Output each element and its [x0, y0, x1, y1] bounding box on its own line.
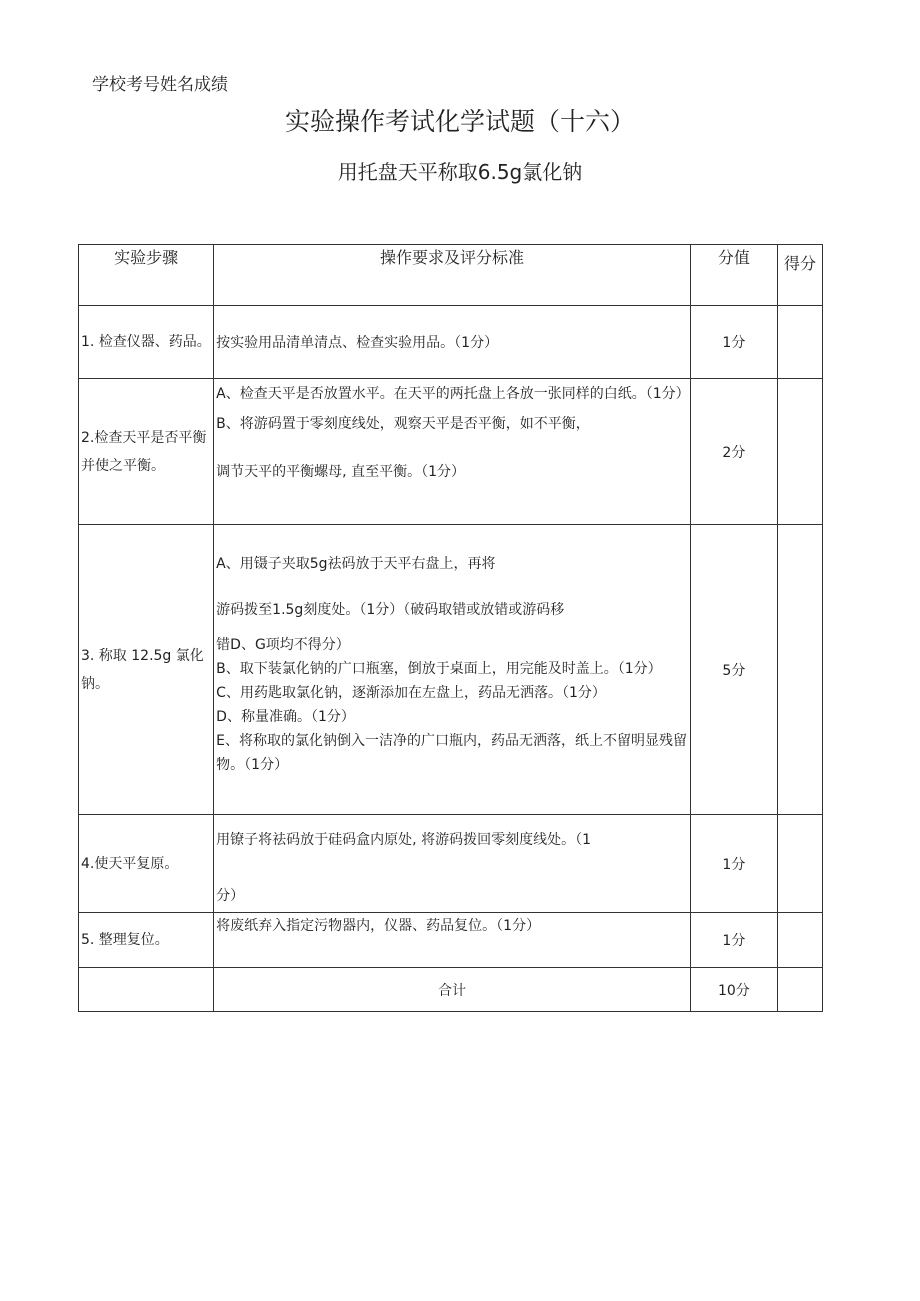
exam-title: 实验操作考试化学试题（十六） [284, 107, 635, 136]
total-score-cell [777, 968, 822, 1012]
requirement-line: 按实验用品清单清点、检查实验用品。（1分） [216, 335, 499, 351]
step-cell: 2.检查天平是否平衡并使之平衡。 [79, 379, 214, 525]
points-cell: 1分 [690, 913, 777, 968]
score-cell [777, 815, 822, 913]
table-row [79, 306, 823, 379]
score-cell [777, 379, 822, 525]
requirement-line: 用镣子将祛码放于硅码盒内原处, 将游码拨回零刻度线处。（1 [216, 832, 591, 848]
requirement-line: A、检查天平是否放置水平。在天平的两托盘上各放一张同样的白纸。（1分） [216, 386, 690, 402]
requirement-line: B、取下装氯化钠的广口瓶塞，倒放于桌面上，用完能及时盖上。（1分） [216, 661, 662, 677]
requirement-line: 调节天平的平衡螺母, 直至平衡。（1分） [216, 464, 465, 480]
requirement-line: D、称量准确。（1分） [216, 709, 355, 725]
exam-subtitle: 用托盘天平称取6.5g氯化钠 [337, 160, 583, 184]
requirements-cell [214, 306, 691, 379]
column-header-step: 实验步骤 [79, 245, 214, 306]
score-cell [777, 306, 822, 379]
total-row [79, 968, 823, 1012]
table-row [79, 913, 823, 968]
total-empty-cell [79, 968, 214, 1012]
step-cell: 1. 检查仪器、药品。 [79, 306, 214, 379]
step-cell: 5. 整理复位。 [79, 913, 214, 968]
points-cell: 1分 [690, 306, 777, 379]
requirement-line: B、将游码置于零刻度线处，观察天平是否平衡，如不平衡， [216, 416, 590, 432]
score-cell [777, 913, 822, 968]
step-cell: 3. 称取 12.5g 氯化钠。 [79, 525, 214, 815]
requirement-line: 错D、G项均不得分） [216, 637, 350, 653]
requirement-line: C、用药匙取氯化钠，逐渐添加在左盘上，药品无洒落。（1分） [216, 685, 606, 701]
student-info-line: 学校考号姓名成绩 [92, 75, 228, 95]
requirements-cell [214, 815, 691, 913]
column-header-requirements: 操作要求及评分标准 [214, 245, 691, 306]
points-cell: 1分 [690, 815, 777, 913]
step-cell: 4.使天平复原。 [79, 815, 214, 913]
requirements-cell [214, 913, 691, 968]
requirements-cell [214, 525, 691, 815]
column-header-score: 得分 [777, 245, 822, 306]
score-cell [777, 525, 822, 815]
requirement-line: E、将称取的氯化钠倒入一洁净的广口瓶内，药品无洒落，纸上不留明显残留物。（1分） [216, 733, 688, 773]
table-row [79, 525, 823, 815]
requirement-line: 游码拨至1.5g刻度处。（1分）（破码取错或放错或游码移 [216, 602, 565, 618]
column-header-points: 分值 [690, 245, 777, 306]
total-points: 10分 [690, 968, 777, 1012]
points-cell: 2分 [690, 379, 777, 525]
table-header-row [79, 245, 823, 306]
requirement-line: 分） [216, 888, 245, 904]
points-cell: 5分 [690, 525, 777, 815]
requirement-line: 将废纸弃入指定污物器内，仪器、药品复位。（1分） [216, 918, 541, 934]
table-row [79, 379, 823, 525]
scoring-table [78, 244, 823, 1012]
total-label: 合计 [214, 968, 691, 1012]
requirements-cell [214, 379, 691, 525]
table-row [79, 815, 823, 913]
requirement-line: A、用镊子夹取5g祛码放于天平右盘上，再将 [216, 556, 496, 572]
